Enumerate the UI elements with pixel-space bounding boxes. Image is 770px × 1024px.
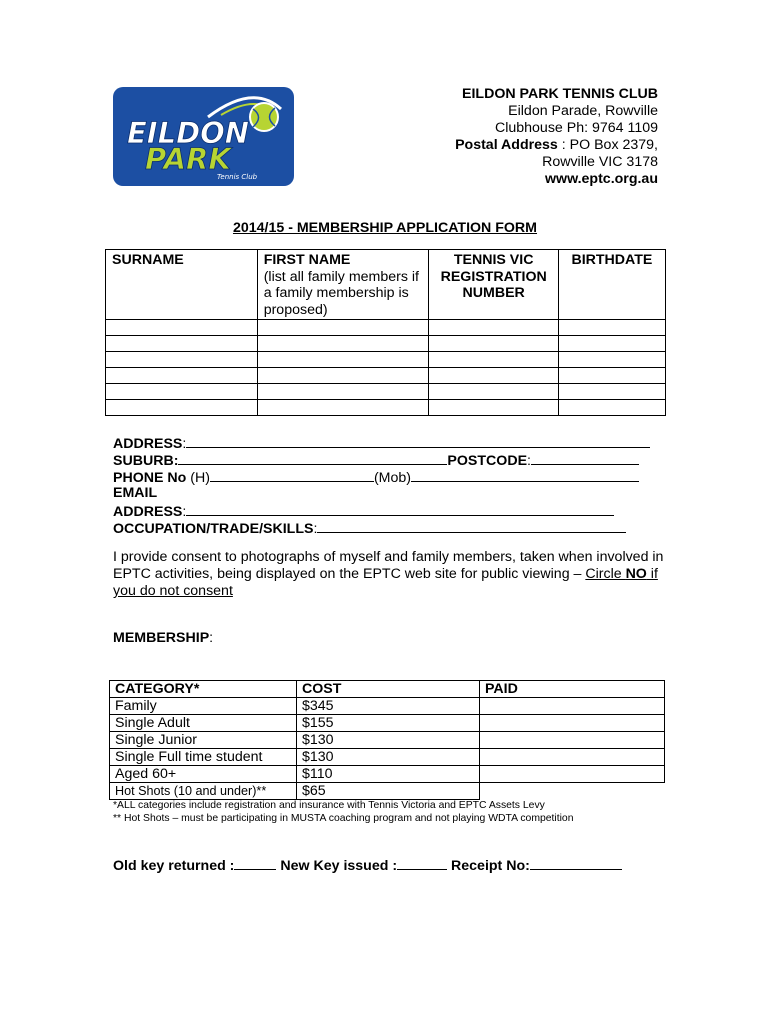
- first-name-cell[interactable]: [257, 336, 429, 352]
- surname-cell[interactable]: [106, 336, 258, 352]
- club-street: Eildon Parade, Rowville: [508, 103, 658, 119]
- member-row: [106, 352, 666, 368]
- col-category: CATEGORY*: [110, 681, 297, 698]
- registration-cell[interactable]: [429, 352, 558, 368]
- surname-cell[interactable]: [106, 400, 258, 416]
- phone-home-field[interactable]: [210, 468, 374, 482]
- logo-park: PARK: [145, 142, 231, 176]
- email-address-label: ADDRESS: [113, 504, 183, 520]
- contact-section: [113, 434, 673, 536]
- category-paid[interactable]: [480, 732, 665, 749]
- club-suburb: Rowville VIC 3178: [542, 154, 658, 170]
- postcode-label: POSTCODE: [447, 453, 528, 469]
- phone-mob-label: (Mob): [373, 470, 412, 486]
- postal-value: : PO Box 2379,: [557, 137, 658, 153]
- email-address-line: [113, 502, 673, 519]
- new-key-field[interactable]: [397, 857, 447, 870]
- phone-label: PHONE No: [113, 470, 187, 486]
- category-paid[interactable]: [480, 715, 665, 732]
- category-row: [110, 783, 665, 800]
- category-paid[interactable]: [480, 783, 665, 800]
- categories-header: [110, 681, 665, 698]
- address-label: ADDRESS: [113, 436, 183, 452]
- occupation-line: [113, 519, 673, 536]
- category-row: [110, 732, 665, 749]
- occupation-label: OCCUPATION/TRADE/SKILLS: [113, 521, 314, 537]
- category-row: [110, 766, 665, 783]
- footnotes: [113, 800, 574, 825]
- category-cost: $65: [297, 783, 480, 800]
- members-table: [105, 249, 666, 416]
- phone-line: [113, 468, 673, 485]
- member-row: [106, 384, 666, 400]
- first-name-cell[interactable]: [257, 384, 429, 400]
- col-first-name-note: (list all family members if a family membership is proposed): [263, 268, 419, 318]
- club-logo: [113, 87, 294, 186]
- category-paid[interactable]: [480, 698, 665, 715]
- birthdate-cell[interactable]: [558, 368, 665, 384]
- receipt-field[interactable]: [530, 857, 622, 870]
- col-cost: COST: [297, 681, 480, 698]
- membership-colon: :: [209, 630, 214, 646]
- club-postal: [455, 137, 658, 154]
- birthdate-cell[interactable]: [558, 320, 665, 336]
- occupation-field[interactable]: [317, 519, 626, 533]
- old-key-field[interactable]: [234, 857, 276, 870]
- birthdate-cell[interactable]: [558, 384, 665, 400]
- col-first-name: [257, 250, 429, 320]
- email-field[interactable]: [186, 502, 614, 516]
- old-key-label: Old key returned :: [113, 858, 235, 874]
- membership-heading: [113, 630, 213, 646]
- postcode-field[interactable]: [531, 451, 639, 465]
- category-paid[interactable]: [480, 766, 665, 783]
- suburb-label: SUBURB:: [113, 453, 179, 469]
- category-cost: $345: [297, 698, 480, 715]
- surname-cell[interactable]: [106, 352, 258, 368]
- category-row: [110, 749, 665, 766]
- col-birthdate: BIRTHDATE: [558, 250, 665, 320]
- suburb-line: [113, 451, 673, 468]
- consent-no[interactable]: NO: [625, 566, 647, 582]
- email-colon: :: [182, 504, 187, 520]
- membership-label: MEMBERSHIP: [113, 630, 210, 646]
- first-name-cell[interactable]: [257, 352, 429, 368]
- office-use-line: [113, 857, 622, 874]
- registration-cell[interactable]: [429, 384, 558, 400]
- member-row: [106, 368, 666, 384]
- col-first-name-label: FIRST NAME: [263, 252, 351, 268]
- address-line: [113, 434, 673, 451]
- categories-table: [109, 680, 665, 800]
- consent-text: I provide consent to photographs of myself and family members, taken when involved in EPTC activities, being displayed on the EPTC web site for public viewing –: [113, 549, 664, 582]
- occupation-colon: :: [313, 521, 318, 537]
- first-name-cell[interactable]: [257, 368, 429, 384]
- postcode-colon: :: [527, 453, 531, 469]
- category-row: [110, 698, 665, 715]
- email-line: EMAIL: [113, 485, 158, 501]
- category-name: Aged 60+: [110, 766, 297, 783]
- surname-cell[interactable]: [106, 368, 258, 384]
- col-paid: PAID: [480, 681, 665, 698]
- category-name: Single Junior: [110, 732, 297, 749]
- category-name: Hot Shots (10 and under)**: [110, 783, 297, 800]
- category-cost: $155: [297, 715, 480, 732]
- registration-cell[interactable]: [429, 400, 558, 416]
- member-row: [106, 400, 666, 416]
- footnote-2: ** Hot Shots – must be participating in MUSTA coaching program and not playing WDTA competition: [113, 812, 574, 824]
- suburb-field[interactable]: [178, 451, 447, 465]
- receipt-label: Receipt No:: [451, 858, 530, 874]
- phone-home-label: (H): [186, 470, 210, 486]
- new-key-label: New Key issued :: [280, 858, 398, 874]
- club-name: EILDON PARK TENNIS CLUB: [462, 86, 658, 102]
- birthdate-cell[interactable]: [558, 352, 665, 368]
- address-colon: :: [182, 436, 187, 452]
- form-title: 2014/15 - MEMBERSHIP APPLICATION FORM: [232, 220, 538, 236]
- registration-cell[interactable]: [429, 368, 558, 384]
- birthdate-cell[interactable]: [558, 336, 665, 352]
- category-name: Family: [110, 698, 297, 715]
- consent-circle: Circle: [585, 566, 626, 582]
- postal-label: Postal Address: [455, 137, 558, 153]
- club-info: [455, 86, 658, 188]
- footnote-1: *ALL categories include registration and insurance with Tennis Victoria and EPTC Assets Levy: [113, 800, 545, 811]
- logo-eildon: EILDON: [127, 116, 250, 150]
- member-row: [106, 320, 666, 336]
- col-tennis-vic: TENNIS VIC REGISTRATION NUMBER: [429, 250, 558, 320]
- first-name-cell[interactable]: [257, 400, 429, 416]
- phone-mob-field[interactable]: [411, 468, 639, 482]
- col-surname: SURNAME: [106, 250, 258, 320]
- category-cost: $110: [297, 766, 480, 783]
- category-paid[interactable]: [480, 749, 665, 766]
- logo-tagline: Tennis Club: [217, 173, 258, 181]
- consent-tail: if you do not consent: [113, 566, 658, 599]
- member-row: [106, 336, 666, 352]
- category-row: [110, 715, 665, 732]
- registration-cell[interactable]: [429, 336, 558, 352]
- category-name: Single Adult: [110, 715, 297, 732]
- category-cost: $130: [297, 732, 480, 749]
- surname-cell[interactable]: [106, 384, 258, 400]
- registration-cell[interactable]: [429, 320, 558, 336]
- club-website: www.eptc.org.au: [545, 171, 658, 187]
- first-name-cell[interactable]: [257, 320, 429, 336]
- category-name: Single Full time student: [110, 749, 297, 766]
- category-cost: $130: [297, 749, 480, 766]
- club-phone: Clubhouse Ph: 9764 1109: [494, 120, 658, 136]
- photo-consent: [113, 549, 673, 600]
- surname-cell[interactable]: [106, 320, 258, 336]
- address-field[interactable]: [186, 434, 650, 448]
- birthdate-cell[interactable]: [558, 400, 665, 416]
